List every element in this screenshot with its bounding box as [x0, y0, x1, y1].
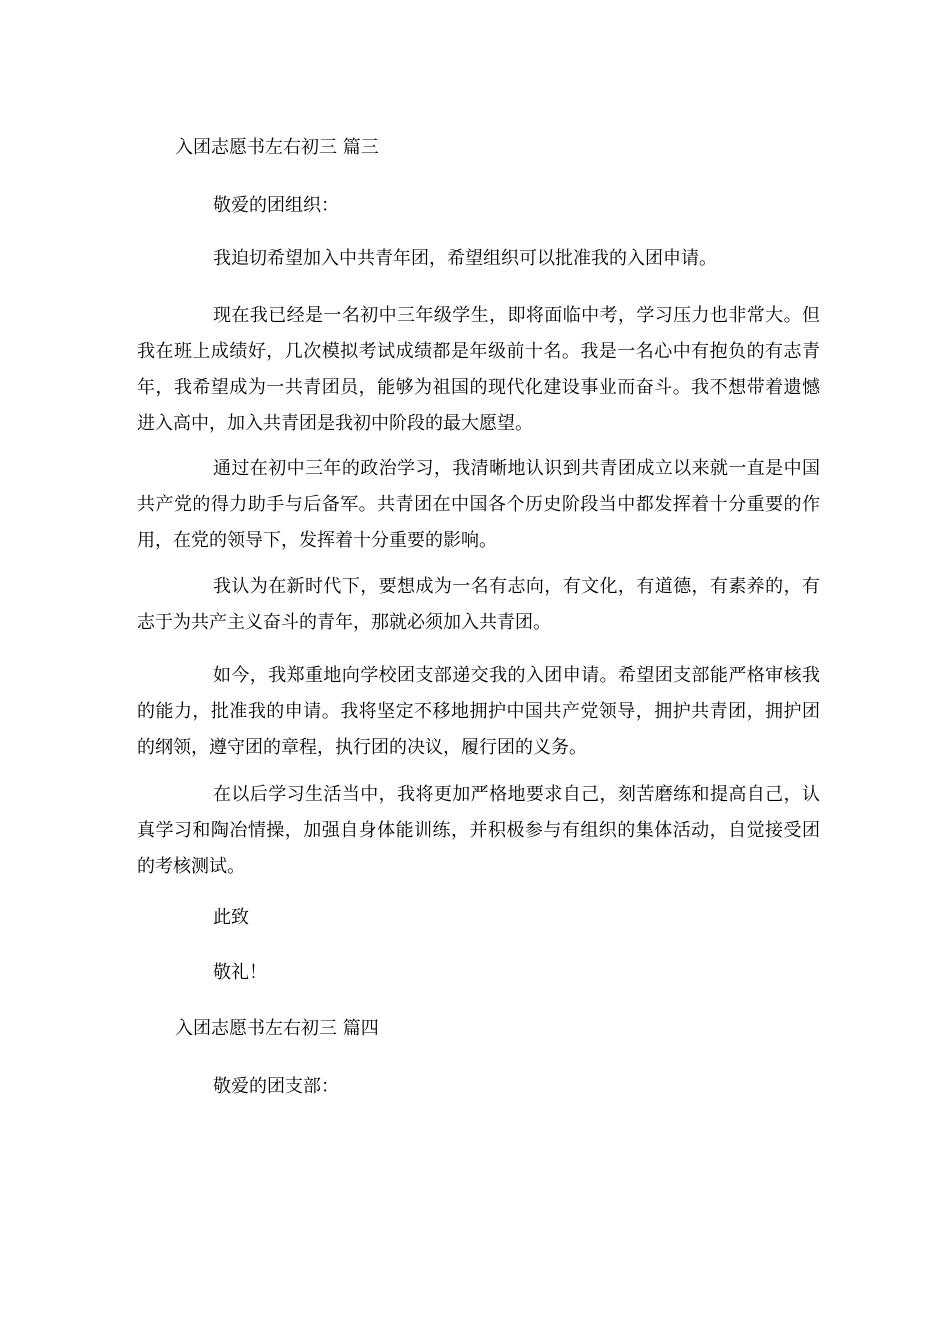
- paragraph-4: 我认为在新时代下，要想成为一名有志向，有文化，有道德，有素养的，有志于为共产主义奋斗的青年，那就必须加入共青团。: [137, 576, 820, 633]
- paragraph-3: 通过在初中三年的政治学习，我清晰地认识到共青团成立以来就一直是中国共产党的得力助手与后备军。共青团在中国各个历史阶段当中都发挥着十分重要的作用，在党的领导下，发挥着十分重要的影响。: [137, 458, 820, 551]
- closing-ci-zhi: 此致: [213, 907, 249, 928]
- salutation-3: 敬爱的团组织：: [213, 195, 339, 216]
- section-heading-3: 入团志愿书左右初三 篇三: [175, 137, 379, 158]
- section-heading-4: 入团志愿书左右初三 篇四: [175, 1018, 379, 1039]
- paragraph-6: 在以后学习生活当中，我将更加严格地要求自己，刻苦磨练和提高自己，认真学习和陶冶情操，加强自身体能训练，并积极参与有组织的集体活动，自觉接受团的考核测试。: [137, 784, 820, 877]
- paragraph-1: 我迫切希望加入中共青年团，希望组织可以批准我的入团申请。: [213, 248, 717, 269]
- paragraph-2: 现在我已经是一名初中三年级学生，即将面临中考，学习压力也非常大。但我在班上成绩好，几次模拟考试成绩都是年级前十名。我是一名心中有抱负的有志青年，我希望成为一共青团员，能够为祖国的现代化建设事业而奋斗。我不想带着遗憾进入高中，加入共青团是我初中阶段的最大愿望。: [137, 305, 820, 434]
- salutation-4: 敬爱的团支部：: [213, 1076, 339, 1097]
- paragraph-5: 如今，我郑重地向学校团支部递交我的入团申请。希望团支部能严格审核我的能力，批准我的申请。我将坚定不移地拥护中国共产党领导，拥护共青团，拥护团的纲领，遵守团的章程，执行团的决议，履行团的义务。: [137, 665, 820, 758]
- closing-jing-li: 敬礼！: [213, 962, 267, 983]
